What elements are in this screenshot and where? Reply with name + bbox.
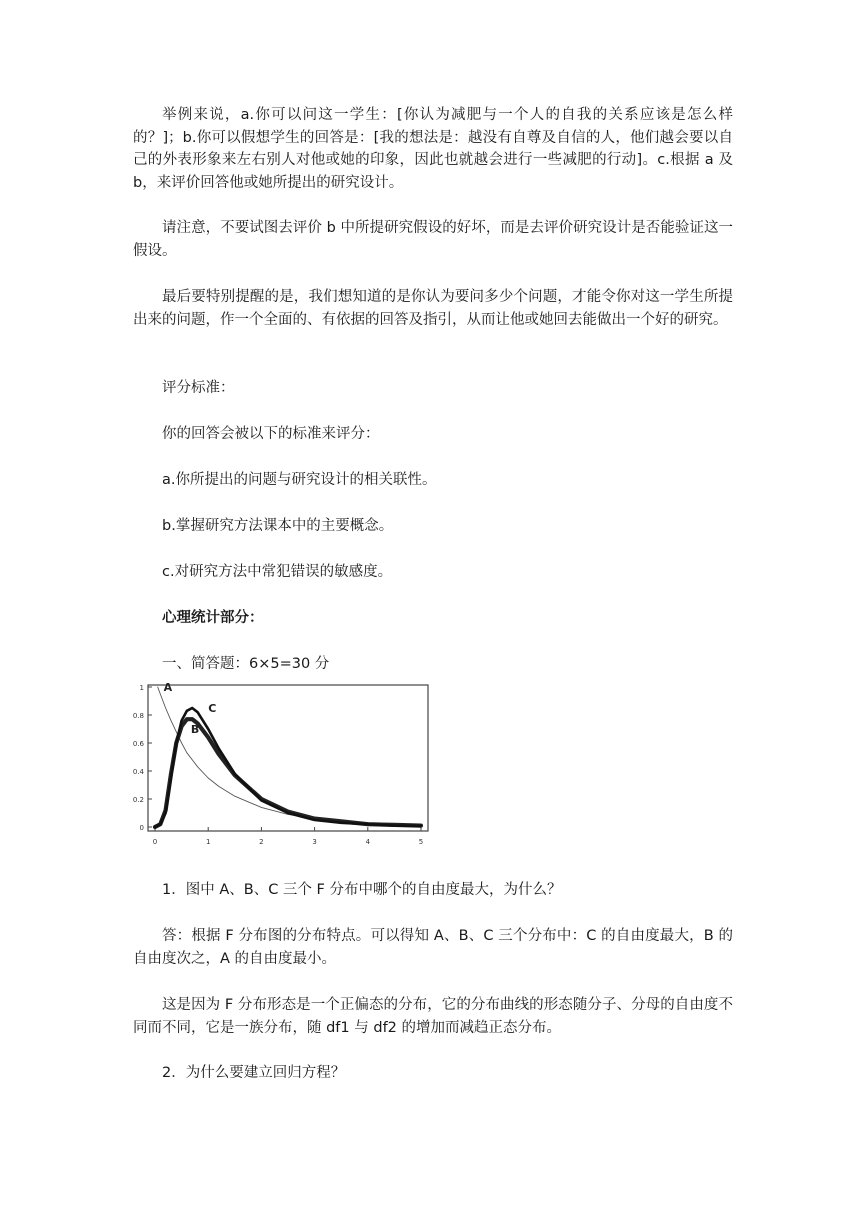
series-label-b: B (190, 723, 200, 737)
question-type-heading: 一、简答题：6×5=30 分 (162, 656, 330, 672)
criterion-c: c.对研究方法中常犯错误的敏感度。 (162, 564, 393, 580)
paragraph-reminder: 最后要特别提醒的是，我们想知道的是你认为要问多少个问题，才能令你对这一学生所提出来的问题，作一个全面的、有依据的回答及指引，从而让他或她回去能做出一个好的研究。 (133, 289, 733, 328)
x-tick-label: 1 (205, 838, 211, 846)
x-tick-label: 5 (418, 838, 424, 846)
y-tick-label: 0.8 (133, 712, 144, 720)
x-tick-label: 4 (365, 838, 371, 846)
answer-1: 答：根据 F 分布图的分布特点。可以得知 A、B、C 三个分布中：C 的自由度最大，B 的自由度次之，A 的自由度最小。 (133, 928, 733, 967)
x-tick-label: 0 (152, 838, 158, 846)
series-label-c: C (208, 702, 217, 715)
y-tick-label: 0 (139, 824, 144, 832)
x-tick-label: 2 (259, 838, 264, 846)
y-tick-label: 0.2 (133, 796, 144, 804)
criterion-b: b.掌握研究方法课本中的主要概念。 (162, 518, 394, 534)
paragraph-example: 举例来说，a.你可以问这一学生：[你认为减肥与一个人的自我的关系应该是怎么样的？]；b.你可以假想学生的回答是：[我的想法是：越没有自尊及自信的人，他们越会要以自己的外表形象来左右别人对他或她的印象，因此也就越会进行一些减肥的行动]。c.根据 a 及 b，来评价回答他或她所提出的研究设计。 (133, 107, 733, 191)
section-heading: 心理统计部分： (162, 610, 264, 626)
question-2: 2．为什么要建立回归方程？ (162, 1065, 346, 1081)
series-label-a: A (163, 681, 173, 694)
y-tick-label: 0.4 (133, 768, 144, 776)
answer-1-explanation: 这是因为 F 分布形态是一个正偏态的分布，它的分布曲线的形态随分子、分母的自由度不同而不同，它是一族分布，随 df1 与 df2 的增加而减趋正态分布。 (133, 997, 733, 1036)
plot-frame (148, 685, 428, 831)
criterion-a: a.你所提出的问题与研究设计的相关联性。 (162, 472, 437, 488)
f-distribution-chart (133, 679, 433, 849)
y-tick-label: 1 (139, 684, 144, 692)
grading-heading: 评分标准： (162, 380, 235, 396)
x-tick-label: 3 (312, 838, 317, 846)
y-tick-label: 0.6 (133, 740, 144, 748)
grading-intro: 你的回答会被以下的标准来评分： (162, 426, 380, 442)
paragraph-note: 请注意，不要试图去评价 b 中所提研究假设的好坏，而是去评价研究设计是否能验证这一假设。 (133, 220, 733, 259)
question-1: 1．图中 A、B、C 三个 F 分布中哪个的自由度最大，为什么？ (162, 882, 562, 898)
